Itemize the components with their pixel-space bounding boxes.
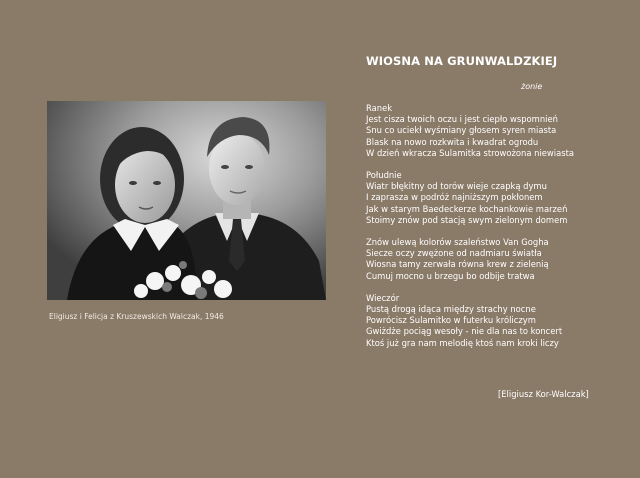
portrait-photo-image [47, 101, 326, 300]
stanza-line: Wieczór [366, 292, 400, 303]
stanza-line: Cumuj mocno u brzegu bo odbije tratwa [366, 270, 535, 281]
stanza-line: Ktoś już gra nam melodię ktoś nam kroki liczy [366, 337, 559, 348]
poem-title: WIOSNA NA GRUNWALDZKIEJ [366, 54, 558, 68]
stanza-3 [366, 237, 628, 282]
stanza-line: Stoimy znów pod stacją swym zielonym domem [366, 214, 568, 225]
stanza-line: Pustą drogą idąca między strachy nocne [366, 304, 536, 315]
stanza-line: Snu co uciekł wyśmiany głosem syren miasta [366, 125, 557, 136]
poem-dedication: żonie [521, 82, 543, 91]
stanza-line: Znów ulewą kolorów szaleństwo Van Gogha [366, 237, 549, 248]
stanza-line: W dzień wkracza Sulamitka strowożona niewiasta [366, 147, 575, 158]
stanza-line: Siecze oczy zwężone od nadmiaru światła [366, 248, 542, 259]
stanza-line: Wiosna tamy zerwała równa krew z zielenią [366, 259, 549, 270]
stanza-line: Południe [366, 170, 402, 181]
portrait-photo [47, 101, 326, 300]
stanza-1 [366, 103, 628, 159]
stanza-line: Gwiżdże pociąg wesoły - nie dla nas to koncert [366, 326, 563, 337]
stanza-line: Jak w starym Baedeckerze kochankowie marzeń [366, 203, 568, 214]
stanza-line: Jest cisza twoich oczu i jest ciepło wspomnień [366, 114, 558, 125]
stanza-line: Blask na nowo rozkwita i kwadrat ogrodu [366, 136, 539, 147]
stanza-line: Ranek [366, 103, 393, 113]
poem [366, 54, 628, 349]
stanza-line: Wiatr błękitny od torów wieje czapką dymu [366, 181, 547, 192]
poem-signature: [Eligiusz Kor-Walczak] [498, 389, 589, 399]
stanza-line: I zaprasza w podróż najniższym pokłonem [366, 192, 543, 203]
stanza-4 [366, 293, 628, 349]
stanza-line: Powrócisz Sulamitko w futerku króliczym [366, 315, 536, 326]
stanza-2 [366, 170, 628, 226]
photo-caption: Eligiusz i Felicja z Kruszewskich Walczak, 1946 [49, 312, 224, 321]
